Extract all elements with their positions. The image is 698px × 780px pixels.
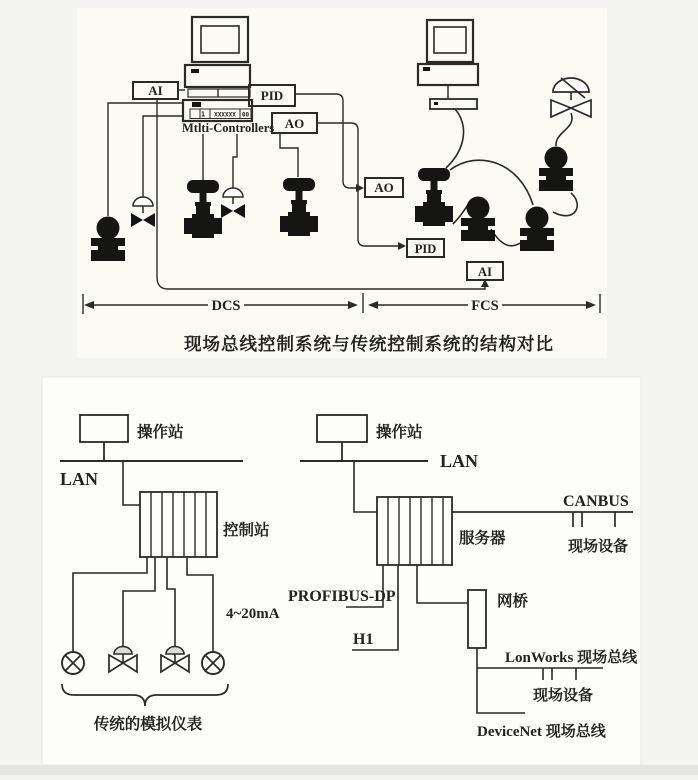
- analog-instruments-label: 传统的模拟仪表: [93, 716, 203, 733]
- bottom-band: [0, 765, 698, 775]
- control-station-label: 控制站: [223, 522, 270, 539]
- h1-label: H1: [353, 631, 374, 648]
- lan-label-left: LAN: [60, 469, 99, 489]
- canbus-devices-label: 现场设备: [568, 539, 629, 555]
- canbus-label: CANBUS: [563, 493, 629, 510]
- pid-right-label: PID: [414, 242, 437, 256]
- fcs-label: FCS: [471, 298, 499, 314]
- pid-left-label: PID: [260, 88, 284, 103]
- profibus-label: PROFIBUS-DP: [288, 588, 396, 605]
- devicenet-label: DeviceNet 现场总线: [477, 724, 606, 740]
- top-caption: 现场总线控制系统与传统控制系统的结构对比: [184, 334, 554, 354]
- bottom-panel: [42, 377, 641, 765]
- ai-right-label: AI: [478, 265, 492, 279]
- controllers-label: Mtlti-Controllers: [182, 121, 275, 135]
- lan-label-right: LAN: [440, 451, 479, 471]
- dcs-label: DCS: [211, 298, 241, 314]
- lonworks-label: LonWorks 现场总线: [505, 650, 638, 666]
- lonworks-devices-label: 现场设备: [533, 688, 594, 704]
- operator-station-label-right: 操作站: [376, 424, 423, 441]
- circle-x-instrument-icon: [62, 652, 84, 674]
- rack-digit: 1: [200, 110, 206, 119]
- server-label: 服务器: [459, 530, 506, 547]
- signal-4-20ma-label: 4~20mA: [226, 606, 280, 622]
- operator-station-label-left: 操作站: [137, 424, 184, 441]
- ai-left-label: AI: [148, 83, 163, 98]
- rack-digit: 00: [241, 111, 250, 119]
- ao-right-label: AO: [374, 180, 394, 195]
- bridge-box: [468, 590, 486, 648]
- rack-digit: XXXXXX: [214, 111, 236, 119]
- bridge-label: 网桥: [497, 593, 529, 610]
- circle-x-instrument-icon: [202, 652, 224, 674]
- ao-left-label: AO: [284, 116, 305, 131]
